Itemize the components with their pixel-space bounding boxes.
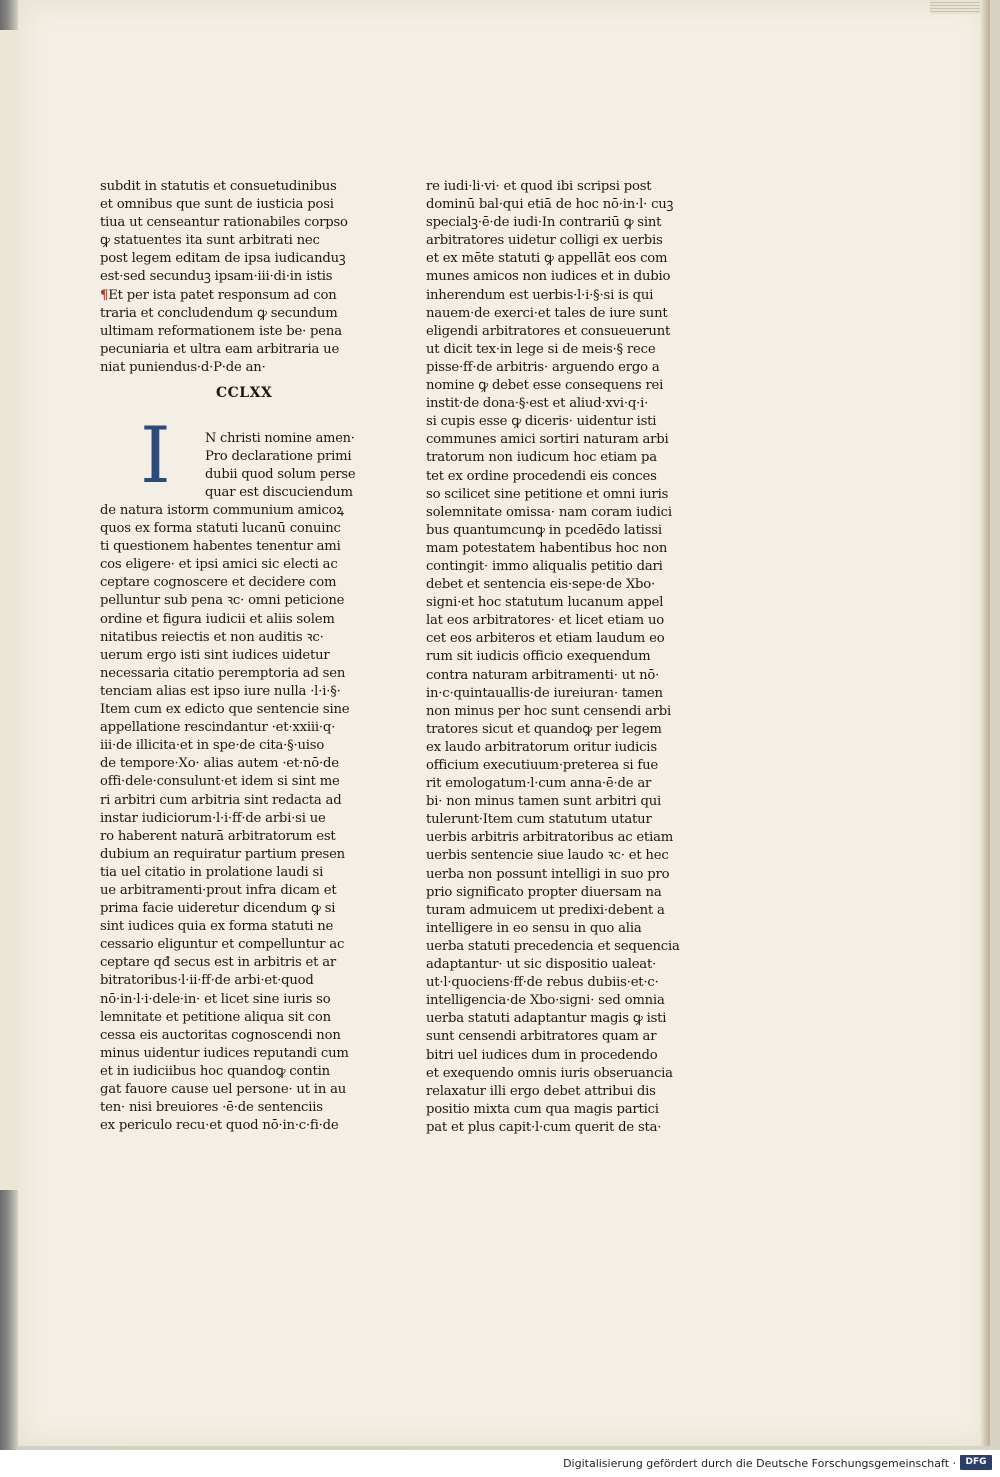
text-line: post legem editam de ipsa iudicanduꝫ (100, 251, 346, 267)
text-line: dubii quod solum perse (205, 467, 356, 483)
text-line: signi·et hoc statutum lucanum appel (426, 595, 664, 611)
text-line: specialꝫ·ē·de iudi·In contrariū ꝙ sint (426, 215, 662, 231)
text-line: in·c·quintauallis·de iureiuran· tamen (426, 685, 663, 701)
text-line: uerba statuti precedencia et sequencia (426, 938, 680, 954)
text-line: prima facie uideretur dicendum ꝙ si (100, 901, 336, 917)
text-line: ut·l·quociens·ff·de rebus dubiis·et·c· (426, 975, 659, 991)
text-line: tulerunt·Item cum statutum utatur (426, 812, 652, 828)
text-line: bitratoribus·l·ii·ff·de arbi·et·quod (100, 973, 314, 989)
text-line: lemnitate et petitione aliqua sit con (100, 1009, 331, 1025)
text-line: ti questionem habentes tenentur ami (100, 539, 341, 555)
dfg-logo: DFG (960, 1455, 992, 1470)
left-column-top (100, 178, 350, 377)
text-line: et omnibus que sunt de iusticia posi (100, 197, 334, 213)
text-line: ordine et figura iudicii et aliis solem (100, 611, 335, 627)
text-line: ue arbitramenti·prout infra dicam et (100, 882, 337, 898)
text-line: si cupis esse ꝙ diceris· uidentur isti (426, 414, 657, 430)
text-line: gat fauore cause uel persone· ut in au (100, 1082, 347, 1097)
text-line: relaxatur illi ergo debet attribui dis (426, 1083, 656, 1099)
text-line: traria et concludendum ꝙ secundum (100, 305, 338, 321)
text-line: debet et sentencia eis·sepe·de Xbo· (426, 577, 655, 593)
text-line: nitatibus reiectis et non auditis ꝛc· (100, 629, 324, 645)
text-line: instar iudiciorum·l·i·ff·de arbi·si ue (100, 810, 326, 826)
text-line: contra naturam arbitramenti· ut nō· (426, 667, 660, 683)
text-line: sunt censendi arbitratores quam ar (426, 1029, 657, 1045)
text-line: dominū bal·qui etiā de hoc nō·in·l· cuꝫ (426, 197, 674, 213)
page-fore-edge (980, 0, 990, 1446)
text-line: minus uidentur iudices reputandi cum (100, 1045, 349, 1061)
text-line-content: Et per ista patet responsum ad con (108, 287, 337, 303)
text-line: Pro declaratione primi (205, 449, 352, 465)
text-line: et exequendo omnis iuris obseruancia (426, 1065, 673, 1081)
text-line: ultimam reformationem iste be· pena (100, 323, 342, 339)
text-line: bi· non minus tamen sunt arbitri qui (426, 794, 662, 810)
text-line: cet eos arbiteros et etiam laudum eo (426, 631, 665, 647)
section-number: CCLXX (216, 385, 273, 401)
text-line: nō·in·l·i·dele·in· et licet sine iuris so (100, 991, 331, 1007)
text-line: inherendum est uerbis·l·i·§·si is qui (426, 287, 654, 303)
footer-credit: Digitalisierung gefördert durch die Deutsche Forschungsgemeinschaft · (563, 1457, 956, 1470)
paragraph-mark-icon: ¶ (100, 287, 109, 303)
text-line: tenciam alias est ipso iure nulla ·l·i·§· (100, 683, 341, 699)
text-line: rum sit iudicis officio exequendum (426, 649, 651, 665)
text-line: communes amici sortiri naturam arbi (426, 432, 669, 448)
text-line: ri arbitri cum arbitria sint redacta ad (100, 792, 342, 808)
text-line: est·sed secunduꝫ ipsam·iii·di·in istis (100, 269, 333, 285)
text-line: pelluntur sub pena ꝛc· omni peticione (100, 593, 345, 609)
text-line: offi·dele·consulunt·et idem si sint me (100, 774, 340, 790)
text-line: subdit in statutis et consuetudinibus (100, 179, 337, 194)
right-column (426, 178, 686, 1137)
text-line: ten· nisi breuiores ·ē·de sentenciis (100, 1100, 323, 1116)
text-line: officium executiuum·preterea si fue (426, 758, 659, 773)
text-line: contingit· immo aliqualis petitio dari (426, 558, 663, 574)
text-line: ceptare qđ secus est in arbitris et ar (100, 955, 337, 971)
left-column-initial-lines (205, 430, 355, 502)
text-line: uerba statuti adaptantur magis ꝙ isti (426, 1011, 667, 1027)
text-line: arbitratores uidetur colligi ex uerbis (426, 233, 663, 249)
text-line: et ex mēte statuti ꝙ appellāt eos com (426, 251, 668, 267)
text-line: munes amicos non iudices et in dubio (426, 269, 671, 285)
text-line: re iudi·li·vi· et quod ibi scripsi post (426, 179, 652, 194)
text-line: iii·de illicita·et in spe·de cita·§·uiso (100, 738, 325, 754)
text-line: cos eligere· et ipsi amici sic electi ac (100, 557, 338, 573)
footer-bar (0, 1450, 1000, 1477)
text-line: pat et plus capit·l·cum querit de sta· (426, 1119, 662, 1135)
text-line: ex periculo recu·et quod nō·in·c·fi·de (100, 1118, 339, 1134)
text-line: intelligencia·de Xbo·signi· sed omnia (426, 993, 665, 1009)
text-line: ꝙ statuentes ita sunt arbitrati nec (100, 233, 320, 249)
text-line: tratores sicut et quandoꝙ per legem (426, 721, 662, 737)
text-line: N christi nomine amen· (205, 431, 355, 446)
text-line: bus quantumcunꝙ in pcedēdo latissi (426, 522, 662, 538)
text-line: intelligere in eo sensu in quo alia (426, 920, 642, 936)
text-line: ro haberent naturā arbitratorum est (100, 828, 336, 844)
text-line: nomine ꝙ debet esse consequens rei (426, 378, 664, 394)
text-line: pecuniaria et ultra eam arbitraria ue (100, 341, 340, 357)
text-line: instit·de dona·§·est et aliud·xvi·q·i· (426, 396, 649, 412)
text-line: tia uel citatio in prolatione laudi si (100, 864, 324, 880)
facing-page-edge (0, 30, 19, 1190)
text-line: lat eos arbitratores· et licet etiam uo (426, 613, 664, 629)
text-line: uerbis sentencie siue laudo ꝛc· et hec (426, 848, 669, 864)
text-line: positio mixta cum qua magis partici (426, 1101, 659, 1117)
text-line (100, 287, 350, 305)
text-line: tratorum non iudicum hoc etiam pa (426, 450, 657, 466)
text-line: so scilicet sine petitione et omni iuris (426, 486, 669, 502)
text-line: necessaria citatio peremptoria ad sen (100, 665, 346, 681)
text-line: tiua ut censeantur rationabiles corpso (100, 215, 348, 231)
text-line: dubium an requiratur partium presen (100, 846, 345, 862)
left-column-body (100, 502, 350, 1135)
text-line: eligendi arbitratores et consueuerunt (426, 323, 671, 339)
text-line: Item cum ex edicto que sentencie sine (100, 702, 350, 718)
text-line: ceptare cognoscere et decidere com (100, 575, 337, 591)
text-line: et in iudiciibus hoc quandoꝙ contin (100, 1063, 330, 1079)
text-line: appellatione rescindantur ·et·xxiii·q· (100, 720, 336, 736)
text-line: sint iudices quia ex forma statuti ne (100, 919, 334, 935)
text-line: ut dicit tex·in lege si de meis·§ rece (426, 341, 656, 357)
text-line: nauem·de exerci·et tales de iure sunt (426, 305, 668, 321)
text-line: uerbis arbitris arbitratoribus ac etiam (426, 830, 674, 846)
text-line: de natura istorm communium amicoꝝ (100, 503, 344, 518)
text-line: non minus per hoc sunt censendi arbi (426, 703, 672, 719)
text-line: cessa eis auctoritas cognoscendi non (100, 1027, 341, 1043)
text-line: rit emologatum·l·cum anna·ē·de ar (426, 776, 652, 792)
text-line: uerba non possunt intelligi in suo pro (426, 866, 670, 882)
text-line: ex laudo arbitratorum oritur iudicis (426, 739, 657, 755)
text-line: uerum ergo isti sint iudices uidetur (100, 647, 330, 663)
text-line: cessario eliguntur et compelluntur ac (100, 937, 345, 953)
text-line: niat puniendus·d·P·de an· (100, 359, 266, 375)
text-line: bitri uel iudices dum in procedendo (426, 1047, 658, 1063)
text-line: adaptantur· ut sic dispositio ualeat· (426, 957, 657, 973)
text-line: turam admuicem ut predixi·debent a (426, 902, 665, 918)
text-line: quar est discuciendum (205, 485, 353, 501)
text-line: mam potestatem habentibus hoc non (426, 540, 668, 556)
text-line: solemnitate omissa· nam coram iudici (426, 504, 672, 520)
text-line: prio significato propter diuersam na (426, 884, 662, 900)
text-line: de tempore·Xo· alias autem ·et·nō·de (100, 756, 339, 772)
initial-letter: I (140, 411, 171, 501)
text-line: pisse·ff·de arbitris· arguendo ergo a (426, 359, 660, 375)
text-line: tet ex ordine procedendi eis conces (426, 468, 657, 484)
text-line: quos ex forma statuti lucanū conuinc (100, 521, 341, 537)
